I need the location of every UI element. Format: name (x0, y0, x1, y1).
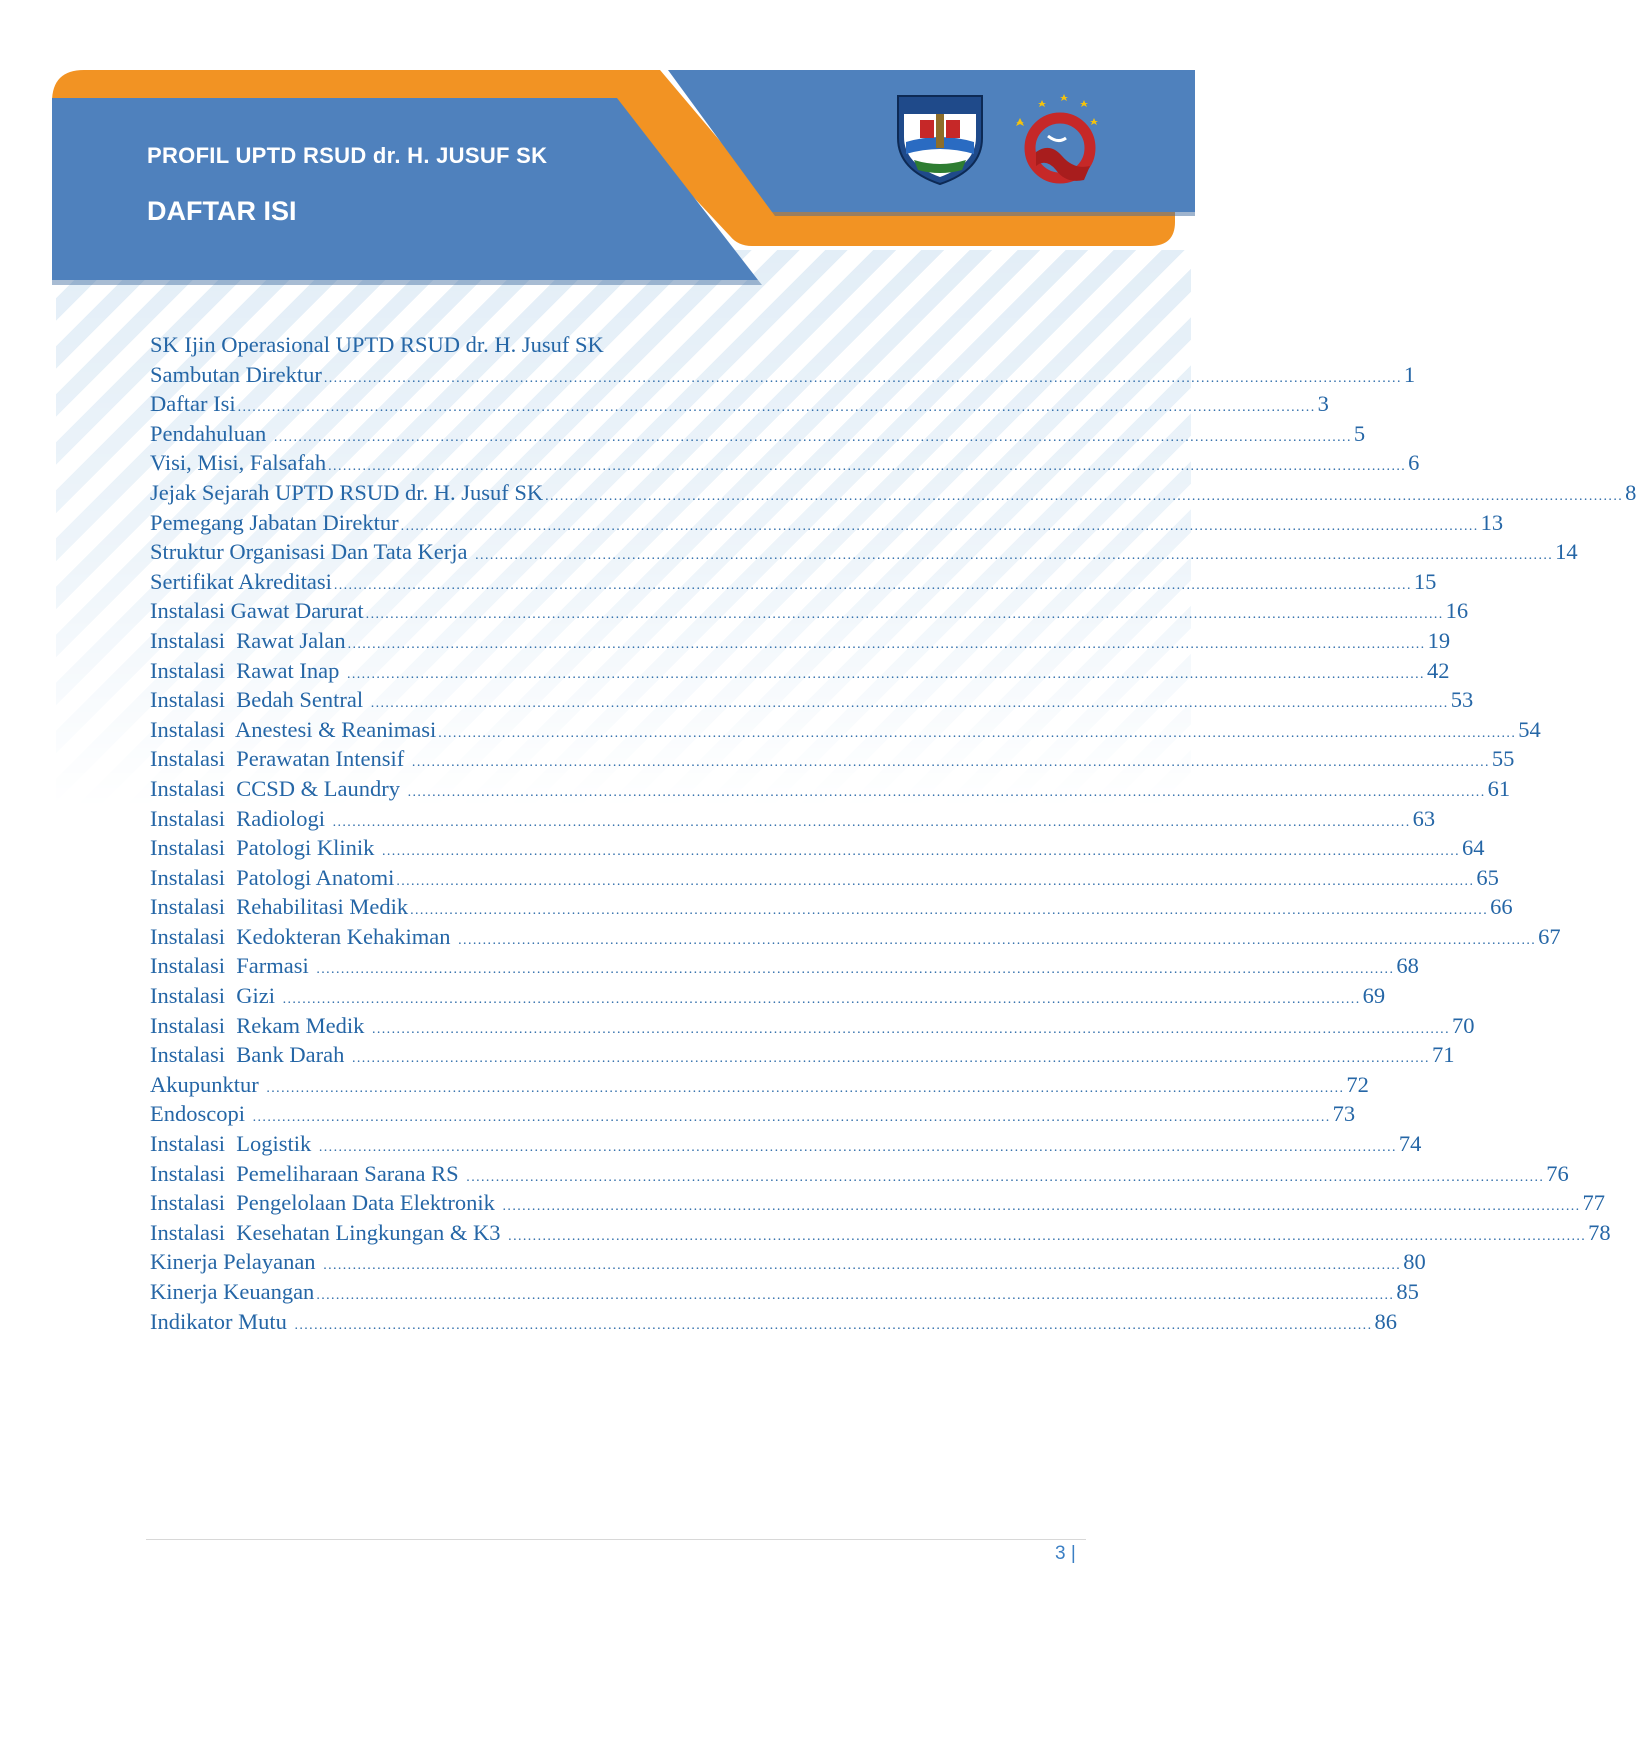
toc-entry-page: 54 (1518, 716, 1541, 742)
toc-dot-leader: ............................................................................................................................................................................................................................ (365, 607, 1444, 623)
toc-entry-page: 74 (1398, 1131, 1422, 1157)
toc-entry-page: 86 (1374, 1308, 1397, 1334)
toc-entry-page: 63 (1412, 805, 1436, 831)
toc-entry[interactable] (150, 1099, 1356, 1129)
toc-entry-page: 66 (1490, 894, 1513, 920)
toc-entry-page: 64 (1462, 835, 1485, 861)
toc-dot-leader: ............................................................................................................................................................................................................................ (370, 696, 1449, 712)
toc-entry-label: Instalasi Pemeliharaan Sarana RS (150, 1160, 465, 1186)
toc-entry[interactable] (150, 567, 1437, 597)
toc-entry-label: Instalasi Anestesi & Reanimasi (150, 716, 437, 742)
toc-entry-label: Instalasi Kedokteran Kehakiman (150, 923, 457, 949)
toc-entry-label: Kinerja Keuangan (150, 1279, 315, 1304)
toc-entry-label: Instalasi Radiologi (150, 805, 331, 831)
toc-entry-page: 14 (1555, 539, 1578, 565)
toc-entry[interactable] (150, 508, 1504, 538)
toc-entry-page: 6 (1408, 450, 1420, 476)
toc-dot-leader: ............................................................................................................................................................................................................................ (396, 873, 1475, 889)
section-title: DAFTAR ISI (147, 196, 297, 226)
toc-entry-label: Pemegang Jabatan Direktur (150, 509, 399, 535)
toc-entry-page: 5 (1353, 420, 1366, 446)
toc-entry-label: Pendahuluan (150, 420, 272, 446)
toc-entry[interactable] (150, 360, 1416, 390)
toc-dot-leader: ............................................................................................................................................................................................................................ (466, 1169, 1545, 1185)
document-subtitle: PROFIL UPTD RSUD dr. H. JUSUF SK (147, 143, 548, 168)
toc-entry-page: 76 (1546, 1160, 1569, 1186)
toc-entry[interactable] (150, 389, 1329, 419)
toc-entry-page: 15 (1413, 568, 1437, 594)
toc-entry-label: Akupunktur (150, 1071, 265, 1097)
header-logos (890, 82, 1100, 192)
toc-entry-page: 71 (1431, 1042, 1455, 1068)
toc-entry[interactable] (150, 448, 1420, 478)
toc-entry-label: Instalasi Pengelolaan Data Elektronik (150, 1190, 501, 1216)
toc-entry[interactable] (150, 656, 1450, 686)
toc-dot-leader: ............................................................................................................................................................................................................................ (282, 992, 1361, 1008)
toc-entry[interactable] (150, 685, 1474, 715)
toc-dot-leader: ............................................................................................................................................................................................................................ (323, 370, 1402, 386)
toc-dot-leader: ............................................................................................................................................................................................................................ (351, 1051, 1430, 1067)
toc-dot-leader: ............................................................................................................................................................................................................................ (410, 903, 1489, 919)
toc-entry-label: Instalasi Patologi Anatomi (150, 864, 395, 890)
footer-divider (146, 1539, 1086, 1540)
toc-dot-leader: ............................................................................................................................................................................................................................ (323, 1258, 1402, 1274)
toc-entry[interactable] (150, 1070, 1369, 1100)
toc-dot-leader: ............................................................................................................................................................................................................................ (266, 1080, 1345, 1096)
toc-entry-page: 77 (1582, 1190, 1606, 1216)
toc-entry-page: 3 (1317, 391, 1329, 417)
toc-entry-label: Instalasi Logistik (150, 1131, 317, 1157)
toc-entry-label: Instalasi Rehabilitasi Medik (150, 894, 409, 920)
toc-entry[interactable] (150, 1040, 1455, 1070)
toc-entry-page: 68 (1396, 953, 1419, 979)
toc-entry-label: Instalasi Gawat Darurat (150, 598, 364, 624)
toc-entry-label: Sambutan Direktur (150, 361, 322, 387)
toc-dot-leader: ............................................................................................................................................................................................................................ (328, 459, 1407, 475)
toc-entry-page: 69 (1362, 983, 1386, 1009)
page-header (0, 0, 1240, 300)
toc-entry-label: Instalasi Rawat Inap (150, 657, 345, 683)
toc-entry-page: 85 (1396, 1279, 1419, 1304)
toc-entry-label: Daftar Isi (150, 391, 236, 417)
toc-entry-label: Indikator Mutu (150, 1308, 293, 1334)
toc-entry-page: 61 (1487, 775, 1511, 801)
toc-entry-page: 1 (1403, 361, 1416, 387)
toc-entry-page: 55 (1491, 746, 1515, 772)
toc-entry[interactable] (150, 715, 1541, 745)
toc-dot-leader: ............................................................................................................................................................................................................................ (400, 518, 1479, 534)
toc-entry-label: Instalasi Bank Darah (150, 1042, 350, 1068)
toc-entry[interactable] (150, 1011, 1475, 1041)
toc-entry-page: 78 (1588, 1219, 1611, 1245)
toc-dot-leader: ............................................................................................................................................................................................................................ (318, 1140, 1397, 1156)
toc-entry-page: 19 (1427, 627, 1451, 653)
toc-entry[interactable] (150, 863, 1499, 893)
toc-entry[interactable] (150, 1247, 1426, 1277)
toc-entry-page: 70 (1451, 1012, 1475, 1038)
toc-dot-leader: ............................................................................................................................................................................................................................ (332, 814, 1411, 830)
toc-dot-leader: ............................................................................................................................................................................................................................ (545, 488, 1624, 504)
toc-dot-leader: ............................................................................................................................................................................................................................ (438, 725, 1517, 741)
province-emblem-icon (898, 96, 982, 184)
toc-dot-leader: ............................................................................................................................................................................................................................ (475, 548, 1554, 564)
toc-entry-label: SK Ijin Operasional UPTD RSUD dr. H. Jusuf SK (150, 332, 604, 357)
toc-entry[interactable] (150, 1129, 1422, 1159)
toc-dot-leader: ............................................................................................................................................................................................................................ (371, 1021, 1450, 1037)
toc-entry[interactable] (150, 804, 1436, 834)
toc-dot-leader: ............................................................................................................................................................................................................................ (316, 1288, 1395, 1303)
toc-entry-label: Instalasi Gizi (150, 983, 281, 1009)
toc-dot-leader: ............................................................................................................................................................................................................................ (333, 577, 1412, 593)
toc-entry[interactable] (150, 1277, 1419, 1307)
toc-entry-label: Endoscopi (150, 1101, 251, 1127)
toc-entry-page: 80 (1403, 1249, 1426, 1275)
toc-entry-label: Kinerja Pelayanan (150, 1249, 322, 1275)
toc-entry-label: Instalasi Farmasi (150, 953, 315, 979)
toc-entry-label: Visi, Misi, Falsafah (150, 450, 327, 476)
toc-entry[interactable] (150, 478, 1636, 508)
toc-entry-label: Instalasi CCSD & Laundry (150, 775, 406, 801)
toc-entry-label: Instalasi Bedah Sentral (150, 687, 369, 713)
toc-dot-leader: ............................................................................................................................................................................................................................ (382, 844, 1460, 860)
toc-entry[interactable] (150, 596, 1469, 626)
toc-entry-label: Instalasi Rekam Medik (150, 1012, 370, 1038)
toc-entry-page: 42 (1426, 657, 1450, 683)
toc-dot-leader: ............................................................................................................................................................................................................................ (294, 1317, 1373, 1333)
toc-dot-leader: ............................................................................................................................................................................................................................ (316, 962, 1395, 978)
toc-entry-label: Instalasi Rawat Jalan (150, 627, 346, 653)
toc-entry[interactable] (150, 626, 1451, 656)
toc-entry[interactable] (150, 537, 1578, 567)
toc-entry[interactable] (150, 1159, 1569, 1189)
toc-entry[interactable] (150, 1188, 1606, 1218)
toc-entry-page: 13 (1480, 509, 1504, 535)
toc-dot-leader: ............................................................................................................................................................................................................................ (252, 1110, 1331, 1126)
table-of-contents (150, 330, 1636, 1336)
toc-entry[interactable] (150, 1307, 1397, 1337)
toc-entry[interactable] (150, 981, 1386, 1011)
toc-entry-page: 67 (1538, 923, 1561, 949)
toc-entry-label: Instalasi Patologi Klinik (150, 835, 380, 861)
toc-dot-leader: ............................................................................................................................................................................................................................ (508, 1228, 1587, 1244)
toc-entry[interactable] (150, 419, 1366, 449)
toc-dot-leader: ............................................................................................................................................................................................................................ (347, 636, 1426, 652)
toc-dot-leader: ............................................................................................................................................................................................................................ (407, 784, 1486, 800)
toc-entry-label: Sertifikat Akreditasi (150, 568, 332, 594)
toc-dot-leader: ............................................................................................................................................................................................................................ (273, 429, 1352, 445)
toc-entry[interactable] (150, 330, 1080, 360)
toc-dot-leader: ............................................................................................................................................................................................................................ (237, 400, 1316, 416)
toc-entry[interactable] (150, 922, 1561, 952)
toc-entry[interactable] (150, 1218, 1611, 1248)
toc-entry-page: 65 (1476, 864, 1499, 890)
toc-entry-page: 73 (1332, 1101, 1356, 1127)
toc-entry-page: 53 (1450, 687, 1474, 713)
toc-dot-leader: ............................................................................................................................................................................................................................ (411, 755, 1490, 771)
toc-dot-leader: ............................................................................................................................................................................................................................ (502, 1199, 1581, 1215)
toc-entry[interactable] (150, 744, 1515, 774)
toc-entry-page: 8 (1625, 479, 1636, 505)
toc-entry-label: Struktur Organisasi Dan Tata Kerja (150, 539, 474, 565)
toc-dot-leader: ............................................................................................................................................................................................................................ (346, 666, 1425, 682)
toc-entry[interactable] (150, 774, 1511, 804)
toc-entry-label: Instalasi Kesehatan Lingkungan & K3 (150, 1219, 507, 1245)
toc-dot-leader: ............................................................................................................................................................................................................................ (458, 932, 1537, 948)
toc-entry[interactable] (150, 951, 1419, 981)
toc-entry[interactable] (150, 892, 1513, 922)
hospital-quality-logo-icon (1016, 94, 1098, 181)
toc-entry-page: 72 (1346, 1071, 1369, 1097)
toc-entry-page: 16 (1445, 598, 1469, 624)
toc-entry[interactable] (150, 833, 1485, 863)
toc-entry-label: Jejak Sejarah UPTD RSUD dr. H. Jusuf SK (150, 479, 544, 505)
toc-entry-label: Instalasi Perawatan Intensif (150, 746, 410, 772)
page-number: 3 | (1055, 1543, 1076, 1564)
